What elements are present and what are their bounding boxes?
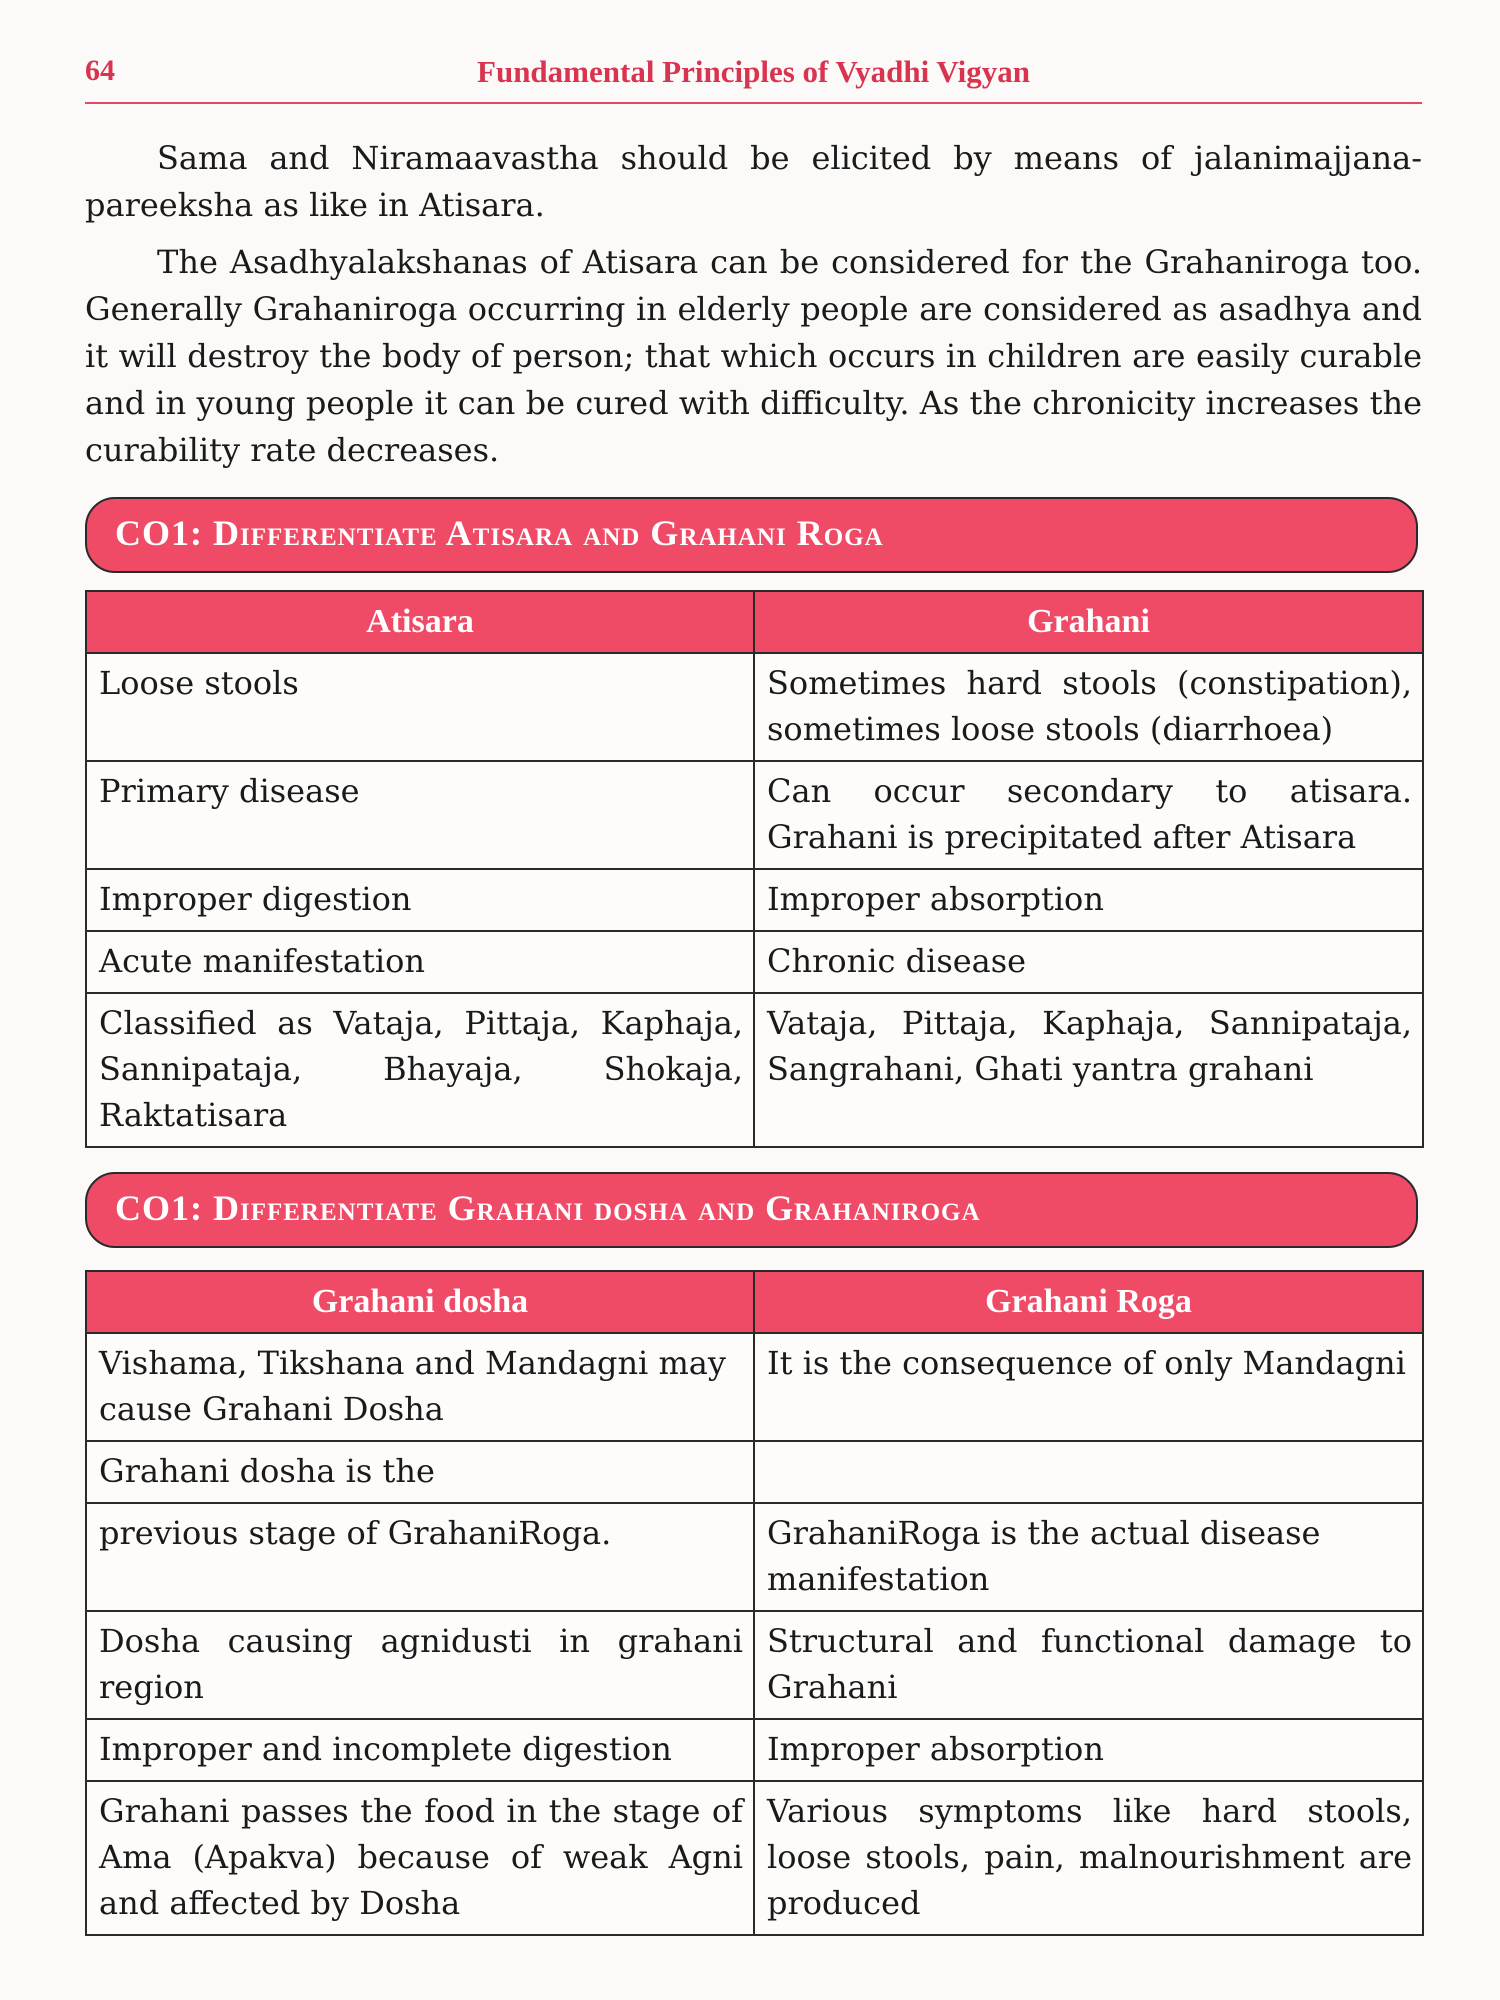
table-cell: GrahaniRoga is the actual disease manifestation bbox=[754, 1503, 1423, 1611]
section-banner-title: CO1: Differentiate Grahani dosha and Grahaniroga bbox=[115, 1188, 981, 1228]
table-cell: Can occur secondary to atisara. Grahani is precipitated after Atisara bbox=[754, 761, 1423, 869]
table-cell: Primary disease bbox=[86, 761, 754, 869]
section-banner-grahani-dosha-roga bbox=[85, 1172, 1418, 1248]
table-row bbox=[86, 653, 1423, 761]
table-row bbox=[86, 761, 1423, 869]
table-cell: Dosha causing agnidusti in grahani region bbox=[86, 1611, 754, 1719]
table-cell: Chronic disease bbox=[754, 931, 1423, 993]
table-row bbox=[86, 1503, 1423, 1611]
table-row bbox=[86, 1333, 1423, 1441]
table-cell: Acute manifestation bbox=[86, 931, 754, 993]
table-cell: Grahani passes the food in the stage of Ama (Apakva) because of weak Agni and affected by Dosha bbox=[86, 1781, 754, 1935]
paragraph: The Asadhyalakshanas of Atisara can be considered for the Grahaniroga too. Generally Grahaniroga occurring in elderly people are considered as asadhya and it will destroy the body of person; that which occurs in children are easily curable and in young people it can be cured with difficulty. As the chronicity increases the curability rate decreases. bbox=[85, 243, 1422, 469]
table-cell bbox=[754, 1441, 1423, 1503]
table-header-row bbox=[86, 591, 1423, 653]
table-row bbox=[86, 993, 1423, 1147]
column-header: Grahani dosha bbox=[86, 1271, 754, 1333]
table-cell: Improper digestion bbox=[86, 869, 754, 931]
comparison-table-atisara-grahani bbox=[85, 590, 1424, 1148]
comparison-table-grahani-dosha-roga bbox=[85, 1270, 1424, 1936]
section-banner-atisara-grahani bbox=[85, 497, 1418, 573]
page-number: 64 bbox=[85, 54, 115, 87]
table-row bbox=[86, 1781, 1423, 1935]
book-title: Fundamental Principles of Vyadhi Vigyan bbox=[477, 54, 1030, 89]
table-cell: Improper absorption bbox=[754, 1719, 1423, 1781]
running-header bbox=[85, 50, 1422, 104]
section-banner-title: CO1: Differentiate Atisara and Grahani Roga bbox=[115, 513, 884, 553]
column-header: Grahani bbox=[754, 591, 1423, 653]
table-row bbox=[86, 1441, 1423, 1503]
table-cell: Loose stools bbox=[86, 653, 754, 761]
table-row bbox=[86, 931, 1423, 993]
body-text bbox=[85, 135, 1422, 484]
table-cell: It is the consequence of only Mandagni bbox=[754, 1333, 1423, 1441]
table-header-row bbox=[86, 1271, 1423, 1333]
column-header: Atisara bbox=[86, 591, 754, 653]
table-cell: Sometimes hard stools (constipation), sometimes loose stools (diarrhoea) bbox=[754, 653, 1423, 761]
paragraph: Sama and Niramaavastha should be elicited by means of jalanimajjana-pareeksha as like in Atisara. bbox=[85, 139, 1422, 224]
table-cell: Improper and incomplete digestion bbox=[86, 1719, 754, 1781]
table-cell: Improper absorption bbox=[754, 869, 1423, 931]
table-cell: Classified as Vataja, Pittaja, Kaphaja, Sannipataja, Bhayaja, Shokaja, Raktatisara bbox=[86, 993, 754, 1147]
table-cell: Grahani dosha is the bbox=[86, 1441, 754, 1503]
table-cell: Vishama, Tikshana and Mandagni may cause Grahani Dosha bbox=[86, 1333, 754, 1441]
table-row bbox=[86, 1719, 1423, 1781]
table-row bbox=[86, 869, 1423, 931]
table-cell: Structural and functional damage to Grahani bbox=[754, 1611, 1423, 1719]
column-header: Grahani Roga bbox=[754, 1271, 1423, 1333]
table-cell: Vataja, Pittaja, Kaphaja, Sannipataja, Sangrahani, Ghati yantra grahani bbox=[754, 993, 1423, 1147]
table-cell: Various symptoms like hard stools, loose stools, pain, malnourishment are produced bbox=[754, 1781, 1423, 1935]
table-cell: previous stage of GrahaniRoga. bbox=[86, 1503, 754, 1611]
table-row bbox=[86, 1611, 1423, 1719]
